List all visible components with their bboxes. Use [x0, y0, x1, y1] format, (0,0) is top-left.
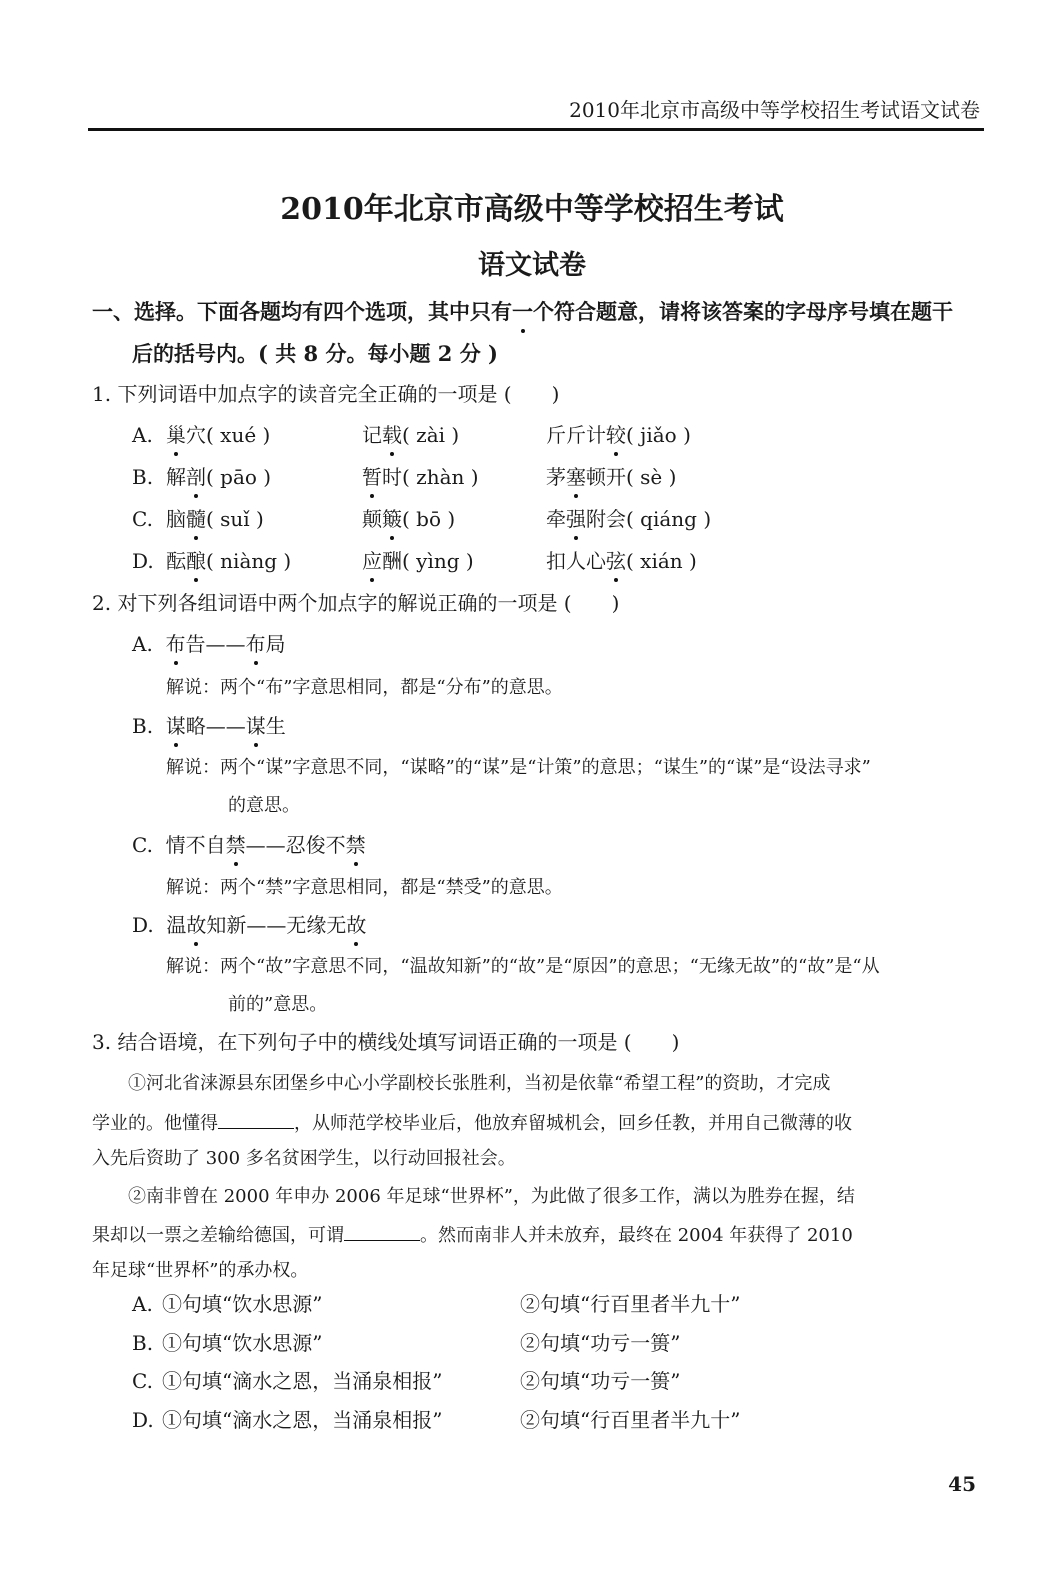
fill-blank-1 [218, 1108, 294, 1129]
q1-option-label: A. [132, 423, 153, 447]
exam-subtitle: 语文试卷 [478, 250, 586, 281]
exam-title: 2010年北京市高级中等学校招生考试 [280, 192, 784, 227]
q1-a-word3: 斤斤计较( jiǎo ) [546, 423, 691, 447]
q3-option-label: B. [132, 1331, 154, 1355]
question-2-stem: 2. 对下列各组词语中两个加点字的解说正确的一项是 ( ) [92, 591, 620, 615]
q3-option-left: ①句填“饮水思源” [162, 1292, 323, 1316]
q3-sentence1-line1: ①河北省涞源县东团堡乡中心小学副校长张胜利，当初是依靠“希望工程”的资助，才完成 [128, 1073, 831, 1094]
q2-b-explanation-cont: 的意思。 [228, 795, 300, 816]
q3-option-label: D. [132, 1408, 154, 1432]
header-rule [88, 128, 984, 131]
q1-b-word3: 茅塞顿开( sè ) [546, 465, 677, 489]
q1-b-word1: 解剖( pāo ) [166, 465, 272, 489]
emphasized-char: 一 [512, 299, 533, 324]
q3-option-label: C. [132, 1369, 153, 1393]
q3-option-right: ②句填“行百里者半九十” [520, 1292, 741, 1316]
q2-option-b: B. 谋略——谋生 [132, 714, 286, 738]
q3-option-left: ①句填“饮水思源” [162, 1331, 323, 1355]
q2-option-c: C. 情不自禁——忍俊不禁 [132, 833, 366, 857]
q3-option-right: ②句填“功亏一篑” [520, 1369, 681, 1393]
q2-b-explanation: 解说：两个“谋”字意思不同，“谋略”的“谋”是“计策”的意思；“谋生”的“谋”是“设法寻求” [166, 757, 871, 778]
q3-option-right: ②句填“功亏一篑” [520, 1331, 681, 1355]
q2-d-explanation: 解说：两个“故”字意思不同，“温故知新”的“故”是“原因”的意思；“无缘无故”的“故”是“从 [166, 956, 880, 977]
q1-d-word3: 扣人心弦( xián ) [546, 549, 697, 573]
q1-c-word3: 牵强附会( qiáng ) [546, 507, 712, 531]
q3-option-label: A. [132, 1292, 153, 1316]
q1-c-word1: 脑髓( suǐ ) [166, 507, 264, 531]
q3-sentence2-line2: 果却以一票之差输给德国，可谓 。然而南非人并未放弃，最终在 2004 年获得了 2010 [92, 1220, 853, 1250]
q1-option-label: C. [132, 507, 153, 531]
q3-sentence1-line2: 学业的。他懂得 ，从师范学校毕业后，他放弃留城机会，回乡任教，并用自己微薄的收 [92, 1108, 852, 1138]
q3-option-left: ①句填“滴水之恩，当涌泉相报” [162, 1408, 443, 1432]
q2-option-d: D. 温故知新——无缘无故 [132, 913, 367, 937]
q1-a-word1: 巢穴( xué ) [166, 423, 271, 447]
q1-option-label: D. [132, 549, 154, 573]
q1-b-word2: 暂时( zhàn ) [362, 465, 479, 489]
running-header: 2010年北京市高级中等学校招生考试语文试卷 [569, 98, 980, 122]
section-instruction-line2: 后的括号内。( 共 8 分。每小题 2 分 ) [132, 341, 498, 366]
q1-d-word1: 酝酿( niàng ) [166, 549, 292, 573]
question-3-stem: 3. 结合语境，在下列句子中的横线处填写词语正确的一项是 ( ) [92, 1030, 680, 1054]
page-number: 45 [948, 1472, 976, 1496]
q2-a-explanation: 解说：两个“布”字意思相同，都是“分布”的意思。 [166, 677, 563, 698]
q3-sentence1-line3: 入先后资助了 300 多名贫困学生，以行动回报社会。 [92, 1148, 516, 1169]
q2-c-explanation: 解说：两个“禁”字意思相同，都是“禁受”的意思。 [166, 877, 563, 898]
q1-a-word2: 记载( zài ) [362, 423, 460, 447]
q3-sentence2-line1: ②南非曾在 2000 年申办 2006 年足球“世界杯”，为此做了很多工作，满以为胜券在握，结 [128, 1186, 855, 1207]
q1-c-word2: 颠簸( bō ) [362, 507, 456, 531]
q3-option-left: ①句填“滴水之恩，当涌泉相报” [162, 1369, 443, 1393]
q1-option-label: B. [132, 465, 154, 489]
section-instruction-line1: 一、选择。下面各题均有四个选项，其中只有一个符合题意，请将该答案的字母序号填在题干 [92, 299, 953, 324]
q2-option-a: A. 布告——布局 [132, 632, 286, 656]
q2-d-explanation-cont: 前的”意思。 [228, 994, 328, 1015]
question-1-stem: 1. 下列词语中加点字的读音完全正确的一项是 ( ) [92, 382, 560, 406]
q1-d-word2: 应酬( yìng ) [362, 549, 474, 573]
fill-blank-2 [344, 1220, 420, 1241]
q3-option-right: ②句填“行百里者半九十” [520, 1408, 741, 1432]
q3-sentence2-line3: 年足球“世界杯”的承办权。 [92, 1260, 309, 1281]
